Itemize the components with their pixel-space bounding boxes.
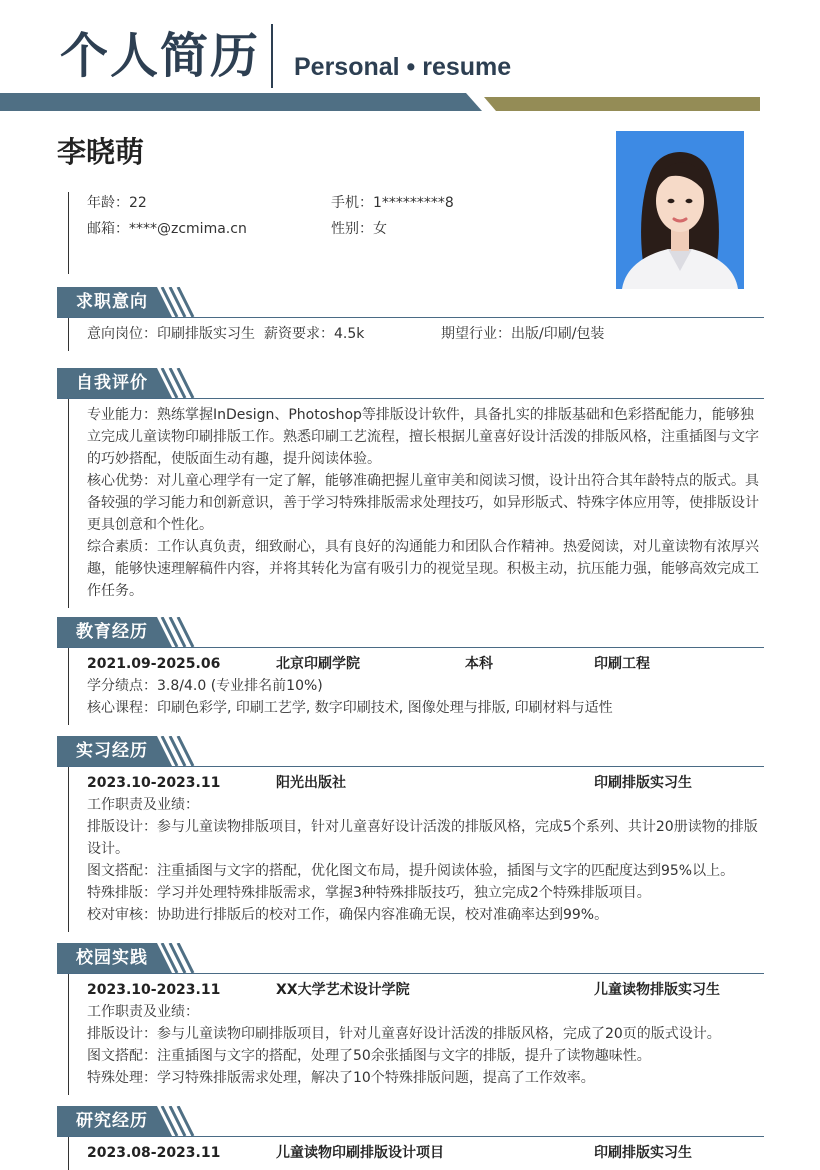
intention-row [87, 323, 764, 345]
campus-detail: 排版设计：参与儿童读物印刷排版项目，针对儿童喜好设计活泼的排版风格，完成了20页的版式设计。 [87, 1026, 721, 1042]
email-label: 邮箱： [87, 221, 129, 237]
research-date: 2023.08-2023.11 [87, 1145, 221, 1161]
section-header [57, 287, 764, 318]
campus-org: XX大学艺术设计学院 [276, 982, 410, 998]
education-school: 北京印刷学院 [276, 656, 360, 672]
section-education [57, 617, 764, 725]
section-body [68, 399, 764, 608]
research-row [87, 1142, 764, 1164]
email-value: ****@zcmima.cn [129, 221, 247, 237]
basic-info [68, 192, 589, 274]
section-body [68, 1137, 764, 1170]
campus-detail: 特殊处理：学习特殊排版需求处理，解决了10个特殊排版问题，提高了工作效率。 [87, 1070, 595, 1086]
campus-row [87, 979, 764, 1001]
phone-value: 1*********8 [373, 195, 454, 211]
gender-item [331, 219, 387, 239]
research-project: 儿童读物印刷排版设计项目 [276, 1145, 444, 1161]
section-header [57, 1106, 764, 1137]
section-title: 校园实践 [76, 948, 148, 968]
evaluation-paragraph: 核心优势：对儿童心理学有一定了解，能够准确把握儿童审美和阅读习惯，设计出符合其年龄特点的版式。具备较强的学习能力和创新意识，善于学习特殊排版需求处理技巧，如异形版式、特殊字体应用等，使排版设计更具创意和个性化。 [87, 473, 759, 533]
section-header [57, 943, 764, 974]
campus-date: 2023.10-2023.11 [87, 982, 221, 998]
header-bar [0, 93, 820, 113]
internship-company: 阳光出版社 [276, 775, 346, 791]
campus-detail: 工作职责及业绩： [87, 1004, 199, 1020]
education-date: 2021.09-2025.06 [87, 656, 221, 672]
internship-detail: 校对审核：协助进行排版后的校对工作，确保内容准确无误，校对准确率达到99%。 [87, 907, 609, 923]
intention-industry: 期望行业：出版/印刷/包装 [441, 326, 605, 342]
internship-date: 2023.10-2023.11 [87, 775, 221, 791]
phone-item [331, 193, 454, 213]
title-divider [271, 24, 273, 88]
education-detail: 学分绩点：3.8/4.0 (专业排名前10%) [87, 678, 323, 694]
age-item [87, 193, 147, 213]
section-body [68, 648, 764, 725]
education-major: 印刷工程 [594, 656, 650, 672]
section-title: 教育经历 [76, 622, 148, 642]
section-title: 研究经历 [76, 1111, 148, 1131]
gender-label: 性别： [331, 221, 373, 237]
title-english: Personal • resume [294, 53, 512, 81]
internship-detail: 特殊排版：学习并处理特殊排版需求，掌握3种特殊排版技巧，独立完成2个特殊排版项目。 [87, 885, 651, 901]
section-header [57, 368, 764, 399]
portrait-photo [616, 131, 744, 289]
campus-detail: 图文搭配：注重插图与文字的搭配，处理了50余张插图与文字的排版，提升了读物趣味性。 [87, 1048, 651, 1064]
internship-detail: 排版设计：参与儿童读物排版项目，针对儿童喜好设计活泼的排版风格，完成5个系列、共计20册读物的排版设计。 [87, 819, 758, 857]
phone-label: 手机： [331, 195, 373, 211]
title-chinese: 个人简历 [60, 28, 261, 84]
section-header [57, 617, 764, 648]
section-title: 自我评价 [76, 373, 148, 393]
section-internship [57, 736, 764, 932]
section-body [68, 767, 764, 932]
section-title: 实习经历 [76, 741, 148, 761]
education-row [87, 653, 764, 675]
internship-row [87, 772, 764, 794]
section-title: 求职意向 [76, 292, 148, 312]
section-header [57, 736, 764, 767]
gender-value: 女 [373, 221, 387, 237]
age-label: 年龄： [87, 195, 129, 211]
internship-detail: 图文搭配：注重插图与文字的搭配，优化图文布局，提升阅读体验，插图与文字的匹配度达到95%以上。 [87, 863, 735, 879]
section-self-evaluation [57, 368, 764, 608]
intention-position: 意向岗位：印刷排版实习生 [87, 326, 255, 342]
section-job-intention [57, 287, 764, 351]
age-value: 22 [129, 195, 147, 211]
intention-salary: 薪资要求：4.5k [264, 326, 365, 342]
evaluation-paragraph: 专业能力：熟练掌握InDesign、Photoshop等排版设计软件，具备扎实的排版基础和色彩搭配能力，能够独立完成儿童读物印刷排版工作。熟悉印刷工艺流程，擅长根据儿童喜好设计活泼的排版风格，注重插图与文字的巧妙搭配，使版面生动有趣，提升阅读体验。 [87, 407, 759, 467]
section-research [57, 1106, 764, 1170]
education-degree: 本科 [465, 656, 493, 672]
education-detail: 核心课程：印刷色彩学, 印刷工艺学, 数字印刷技术, 图像处理与排版, 印刷材料与适性 [87, 700, 613, 716]
candidate-name: 李晓萌 [57, 135, 145, 169]
campus-role: 儿童读物排版实习生 [594, 982, 720, 998]
section-body [68, 318, 764, 351]
section-body [68, 974, 764, 1095]
internship-detail: 工作职责及业绩： [87, 797, 199, 813]
email-item [87, 219, 247, 239]
evaluation-paragraph: 综合素质：工作认真负责，细致耐心，具有良好的沟通能力和团队合作精神。热爱阅读，对儿童读物有浓厚兴趣，能够快速理解稿件内容，并将其转化为富有吸引力的视觉呈现。积极主动，抗压能力强，能够高效完成工作任务。 [87, 539, 759, 599]
resume-header [0, 0, 820, 116]
section-campus [57, 943, 764, 1095]
portrait-illustration [616, 131, 744, 289]
research-role: 印刷排版实习生 [594, 1145, 692, 1161]
internship-role: 印刷排版实习生 [594, 775, 692, 791]
